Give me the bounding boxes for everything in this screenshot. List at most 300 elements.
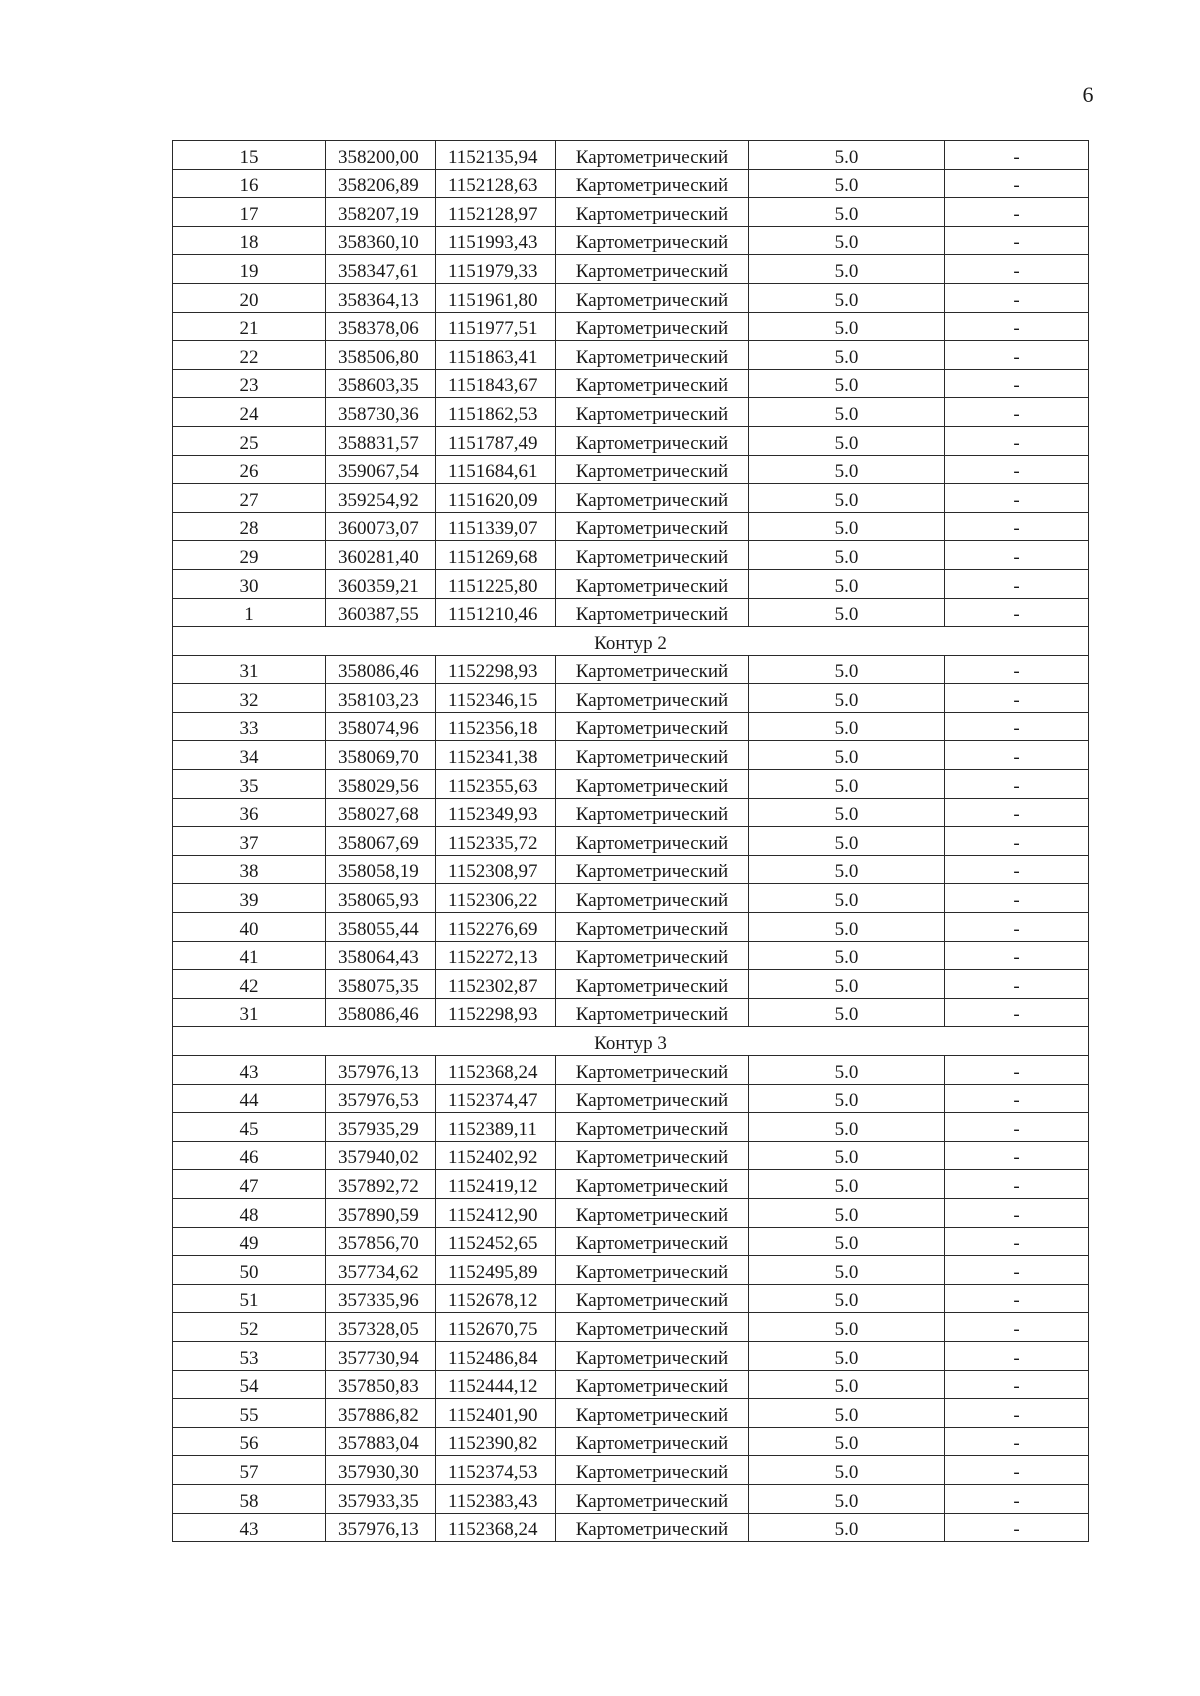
y-coordinate-cell: 1152486,84	[436, 1341, 556, 1370]
y-coordinate-cell: 1152452,65	[436, 1227, 556, 1256]
y-coordinate-cell: 1151977,51	[436, 312, 556, 341]
point-number-cell: 42	[173, 970, 326, 999]
y-coordinate-cell: 1152276,69	[436, 913, 556, 942]
y-coordinate-cell: 1152302,87	[436, 970, 556, 999]
x-coordinate-cell: 358364,13	[326, 283, 436, 312]
point-number-cell: 56	[173, 1427, 326, 1456]
method-cell: Картометрический	[556, 1056, 749, 1085]
method-cell: Картометрический	[556, 312, 749, 341]
description-cell: -	[945, 484, 1089, 513]
x-coordinate-cell: 357935,29	[326, 1113, 436, 1142]
table-row	[173, 369, 1089, 398]
method-cell: Картометрический	[556, 369, 749, 398]
accuracy-cell: 5.0	[749, 369, 945, 398]
accuracy-cell: 5.0	[749, 1113, 945, 1142]
x-coordinate-cell: 358058,19	[326, 855, 436, 884]
point-number-cell: 40	[173, 913, 326, 942]
method-cell: Картометрический	[556, 684, 749, 713]
table-row	[173, 1313, 1089, 1342]
point-number-cell: 29	[173, 541, 326, 570]
description-cell: -	[945, 1256, 1089, 1285]
accuracy-cell: 5.0	[749, 598, 945, 627]
x-coordinate-cell: 357890,59	[326, 1198, 436, 1227]
point-number-cell: 58	[173, 1484, 326, 1513]
x-coordinate-cell: 357850,83	[326, 1370, 436, 1399]
point-number-cell: 21	[173, 312, 326, 341]
point-number-cell: 34	[173, 741, 326, 770]
accuracy-cell: 5.0	[749, 1513, 945, 1542]
section-row	[173, 627, 1089, 656]
description-cell: -	[945, 512, 1089, 541]
table-row	[173, 655, 1089, 684]
point-number-cell: 16	[173, 169, 326, 198]
accuracy-cell: 5.0	[749, 712, 945, 741]
point-number-cell: 45	[173, 1113, 326, 1142]
y-coordinate-cell: 1151269,68	[436, 541, 556, 570]
description-cell: -	[945, 913, 1089, 942]
x-coordinate-cell: 357730,94	[326, 1341, 436, 1370]
description-cell: -	[945, 1370, 1089, 1399]
point-number-cell: 19	[173, 255, 326, 284]
description-cell: -	[945, 426, 1089, 455]
point-number-cell: 31	[173, 998, 326, 1027]
table-row	[173, 998, 1089, 1027]
accuracy-cell: 5.0	[749, 512, 945, 541]
x-coordinate-cell: 357933,35	[326, 1484, 436, 1513]
accuracy-cell: 5.0	[749, 1141, 945, 1170]
y-coordinate-cell: 1152135,94	[436, 141, 556, 170]
method-cell: Картометрический	[556, 484, 749, 513]
method-cell: Картометрический	[556, 913, 749, 942]
y-coordinate-cell: 1152374,47	[436, 1084, 556, 1113]
x-coordinate-cell: 358086,46	[326, 998, 436, 1027]
table-row	[173, 141, 1089, 170]
method-cell: Картометрический	[556, 941, 749, 970]
point-number-cell: 44	[173, 1084, 326, 1113]
description-cell: -	[945, 770, 1089, 799]
point-number-cell: 43	[173, 1056, 326, 1085]
accuracy-cell: 5.0	[749, 684, 945, 713]
table-row	[173, 1370, 1089, 1399]
description-cell: -	[945, 998, 1089, 1027]
method-cell: Картометрический	[556, 741, 749, 770]
y-coordinate-cell: 1151961,80	[436, 283, 556, 312]
description-cell: -	[945, 226, 1089, 255]
method-cell: Картометрический	[556, 226, 749, 255]
accuracy-cell: 5.0	[749, 1427, 945, 1456]
table-row	[173, 484, 1089, 513]
point-number-cell: 47	[173, 1170, 326, 1199]
accuracy-cell: 5.0	[749, 741, 945, 770]
point-number-cell: 18	[173, 226, 326, 255]
description-cell: -	[945, 712, 1089, 741]
accuracy-cell: 5.0	[749, 455, 945, 484]
accuracy-cell: 5.0	[749, 141, 945, 170]
point-number-cell: 48	[173, 1198, 326, 1227]
table-row	[173, 169, 1089, 198]
x-coordinate-cell: 358103,23	[326, 684, 436, 713]
table-row	[173, 798, 1089, 827]
section-row	[173, 1027, 1089, 1056]
x-coordinate-cell: 358029,56	[326, 770, 436, 799]
point-number-cell: 39	[173, 884, 326, 913]
accuracy-cell: 5.0	[749, 1227, 945, 1256]
page-number: 6	[1082, 82, 1094, 107]
point-number-cell: 32	[173, 684, 326, 713]
accuracy-cell: 5.0	[749, 1313, 945, 1342]
method-cell: Картометрический	[556, 398, 749, 427]
table-row	[173, 1456, 1089, 1485]
table-row	[173, 770, 1089, 799]
accuracy-cell: 5.0	[749, 1341, 945, 1370]
point-number-cell: 15	[173, 141, 326, 170]
x-coordinate-cell: 357335,96	[326, 1284, 436, 1313]
description-cell: -	[945, 1427, 1089, 1456]
x-coordinate-cell: 357976,13	[326, 1056, 436, 1085]
accuracy-cell: 5.0	[749, 426, 945, 455]
accuracy-cell: 5.0	[749, 1198, 945, 1227]
method-cell: Картометрический	[556, 255, 749, 284]
y-coordinate-cell: 1152356,18	[436, 712, 556, 741]
method-cell: Картометрический	[556, 1456, 749, 1485]
description-cell: -	[945, 1113, 1089, 1142]
description-cell: -	[945, 855, 1089, 884]
description-cell: -	[945, 569, 1089, 598]
section-title: Контур 3	[173, 1027, 1089, 1056]
accuracy-cell: 5.0	[749, 1370, 945, 1399]
point-number-cell: 50	[173, 1256, 326, 1285]
method-cell: Картометрический	[556, 1141, 749, 1170]
y-coordinate-cell: 1151862,53	[436, 398, 556, 427]
table-row	[173, 1113, 1089, 1142]
table-row	[173, 283, 1089, 312]
point-number-cell: 28	[173, 512, 326, 541]
description-cell: -	[945, 1456, 1089, 1485]
point-number-cell: 35	[173, 770, 326, 799]
description-cell: -	[945, 255, 1089, 284]
table-row	[173, 398, 1089, 427]
accuracy-cell: 5.0	[749, 941, 945, 970]
y-coordinate-cell: 1152349,93	[436, 798, 556, 827]
description-cell: -	[945, 798, 1089, 827]
y-coordinate-cell: 1151863,41	[436, 341, 556, 370]
description-cell: -	[945, 884, 1089, 913]
y-coordinate-cell: 1152355,63	[436, 770, 556, 799]
method-cell: Картометрический	[556, 970, 749, 999]
accuracy-cell: 5.0	[749, 198, 945, 227]
description-cell: -	[945, 1198, 1089, 1227]
description-cell: -	[945, 455, 1089, 484]
method-cell: Картометрический	[556, 512, 749, 541]
method-cell: Картометрический	[556, 855, 749, 884]
point-number-cell: 43	[173, 1513, 326, 1542]
description-cell: -	[945, 398, 1089, 427]
x-coordinate-cell: 357883,04	[326, 1427, 436, 1456]
x-coordinate-cell: 357856,70	[326, 1227, 436, 1256]
method-cell: Картометрический	[556, 770, 749, 799]
y-coordinate-cell: 1152272,13	[436, 941, 556, 970]
description-cell: -	[945, 312, 1089, 341]
point-number-cell: 52	[173, 1313, 326, 1342]
y-coordinate-cell: 1151843,67	[436, 369, 556, 398]
description-cell: -	[945, 169, 1089, 198]
y-coordinate-cell: 1152298,93	[436, 998, 556, 1027]
point-number-cell: 41	[173, 941, 326, 970]
description-cell: -	[945, 1341, 1089, 1370]
y-coordinate-cell: 1152401,90	[436, 1399, 556, 1428]
point-number-cell: 27	[173, 484, 326, 513]
method-cell: Картометрический	[556, 1484, 749, 1513]
point-number-cell: 22	[173, 341, 326, 370]
description-cell: -	[945, 1284, 1089, 1313]
y-coordinate-cell: 1152374,53	[436, 1456, 556, 1485]
method-cell: Картометрический	[556, 426, 749, 455]
x-coordinate-cell: 358069,70	[326, 741, 436, 770]
table-row	[173, 1484, 1089, 1513]
y-coordinate-cell: 1152670,75	[436, 1313, 556, 1342]
method-cell: Картометрический	[556, 141, 749, 170]
accuracy-cell: 5.0	[749, 398, 945, 427]
x-coordinate-cell: 358065,93	[326, 884, 436, 913]
table-row	[173, 1284, 1089, 1313]
table-row	[173, 1427, 1089, 1456]
accuracy-cell: 5.0	[749, 1399, 945, 1428]
table-row	[173, 341, 1089, 370]
accuracy-cell: 5.0	[749, 226, 945, 255]
x-coordinate-cell: 358506,80	[326, 341, 436, 370]
y-coordinate-cell: 1152678,12	[436, 1284, 556, 1313]
point-number-cell: 55	[173, 1399, 326, 1428]
x-coordinate-cell: 357930,30	[326, 1456, 436, 1485]
x-coordinate-cell: 357892,72	[326, 1170, 436, 1199]
accuracy-cell: 5.0	[749, 1484, 945, 1513]
method-cell: Картометрический	[556, 1341, 749, 1370]
coordinates-table	[172, 140, 1089, 1542]
description-cell: -	[945, 655, 1089, 684]
x-coordinate-cell: 357886,82	[326, 1399, 436, 1428]
y-coordinate-cell: 1152368,24	[436, 1513, 556, 1542]
description-cell: -	[945, 341, 1089, 370]
method-cell: Картометрический	[556, 998, 749, 1027]
table-row	[173, 855, 1089, 884]
description-cell: -	[945, 684, 1089, 713]
x-coordinate-cell: 358055,44	[326, 913, 436, 942]
x-coordinate-cell: 358831,57	[326, 426, 436, 455]
x-coordinate-cell: 358074,96	[326, 712, 436, 741]
point-number-cell: 53	[173, 1341, 326, 1370]
point-number-cell: 31	[173, 655, 326, 684]
table-row	[173, 198, 1089, 227]
method-cell: Картометрический	[556, 1513, 749, 1542]
x-coordinate-cell: 359067,54	[326, 455, 436, 484]
description-cell: -	[945, 1170, 1089, 1199]
method-cell: Картометрический	[556, 569, 749, 598]
point-number-cell: 25	[173, 426, 326, 455]
point-number-cell: 20	[173, 283, 326, 312]
point-number-cell: 51	[173, 1284, 326, 1313]
method-cell: Картометрический	[556, 541, 749, 570]
table-row	[173, 827, 1089, 856]
y-coordinate-cell: 1152306,22	[436, 884, 556, 913]
x-coordinate-cell: 358360,10	[326, 226, 436, 255]
y-coordinate-cell: 1151684,61	[436, 455, 556, 484]
table-row	[173, 884, 1089, 913]
point-number-cell: 30	[173, 569, 326, 598]
description-cell: -	[945, 283, 1089, 312]
point-number-cell: 36	[173, 798, 326, 827]
table-row	[173, 712, 1089, 741]
y-coordinate-cell: 1151620,09	[436, 484, 556, 513]
point-number-cell: 49	[173, 1227, 326, 1256]
x-coordinate-cell: 358206,89	[326, 169, 436, 198]
method-cell: Картометрический	[556, 1084, 749, 1113]
x-coordinate-cell: 357328,05	[326, 1313, 436, 1342]
x-coordinate-cell: 358207,19	[326, 198, 436, 227]
method-cell: Картометрический	[556, 455, 749, 484]
description-cell: -	[945, 827, 1089, 856]
y-coordinate-cell: 1151225,80	[436, 569, 556, 598]
y-coordinate-cell: 1152335,72	[436, 827, 556, 856]
x-coordinate-cell: 357734,62	[326, 1256, 436, 1285]
table-row	[173, 913, 1089, 942]
y-coordinate-cell: 1151993,43	[436, 226, 556, 255]
method-cell: Картометрический	[556, 827, 749, 856]
accuracy-cell: 5.0	[749, 541, 945, 570]
method-cell: Картометрический	[556, 1227, 749, 1256]
y-coordinate-cell: 1152389,11	[436, 1113, 556, 1142]
table-row	[173, 512, 1089, 541]
y-coordinate-cell: 1152368,24	[436, 1056, 556, 1085]
method-cell: Картометрический	[556, 169, 749, 198]
table-row	[173, 255, 1089, 284]
x-coordinate-cell: 360281,40	[326, 541, 436, 570]
section-title: Контур 2	[173, 627, 1089, 656]
y-coordinate-cell: 1152128,63	[436, 169, 556, 198]
y-coordinate-cell: 1152128,97	[436, 198, 556, 227]
y-coordinate-cell: 1151339,07	[436, 512, 556, 541]
method-cell: Картометрический	[556, 884, 749, 913]
accuracy-cell: 5.0	[749, 1056, 945, 1085]
table-row	[173, 970, 1089, 999]
table-row	[173, 1399, 1089, 1428]
point-number-cell: 1	[173, 598, 326, 627]
x-coordinate-cell: 359254,92	[326, 484, 436, 513]
table-row	[173, 426, 1089, 455]
accuracy-cell: 5.0	[749, 770, 945, 799]
method-cell: Картометрический	[556, 1198, 749, 1227]
y-coordinate-cell: 1152402,92	[436, 1141, 556, 1170]
table-row	[173, 1227, 1089, 1256]
y-coordinate-cell: 1151979,33	[436, 255, 556, 284]
method-cell: Картометрический	[556, 598, 749, 627]
method-cell: Картометрический	[556, 712, 749, 741]
description-cell: -	[945, 541, 1089, 570]
accuracy-cell: 5.0	[749, 255, 945, 284]
table-row	[173, 455, 1089, 484]
description-cell: -	[945, 1399, 1089, 1428]
point-number-cell: 54	[173, 1370, 326, 1399]
description-cell: -	[945, 1227, 1089, 1256]
y-coordinate-cell: 1152495,89	[436, 1256, 556, 1285]
method-cell: Картометрический	[556, 1284, 749, 1313]
table-row	[173, 1198, 1089, 1227]
method-cell: Картометрический	[556, 1256, 749, 1285]
method-cell: Картометрический	[556, 341, 749, 370]
y-coordinate-cell: 1152341,38	[436, 741, 556, 770]
description-cell: -	[945, 369, 1089, 398]
method-cell: Картометрический	[556, 1170, 749, 1199]
table-row	[173, 1084, 1089, 1113]
accuracy-cell: 5.0	[749, 169, 945, 198]
description-cell: -	[945, 741, 1089, 770]
point-number-cell: 33	[173, 712, 326, 741]
point-number-cell: 37	[173, 827, 326, 856]
table-row	[173, 941, 1089, 970]
method-cell: Картометрический	[556, 1370, 749, 1399]
accuracy-cell: 5.0	[749, 1170, 945, 1199]
x-coordinate-cell: 358347,61	[326, 255, 436, 284]
method-cell: Картометрический	[556, 1113, 749, 1142]
description-cell: -	[945, 198, 1089, 227]
y-coordinate-cell: 1152346,15	[436, 684, 556, 713]
x-coordinate-cell: 358027,68	[326, 798, 436, 827]
y-coordinate-cell: 1152390,82	[436, 1427, 556, 1456]
y-coordinate-cell: 1152444,12	[436, 1370, 556, 1399]
method-cell: Картометрический	[556, 655, 749, 684]
x-coordinate-cell: 360387,55	[326, 598, 436, 627]
x-coordinate-cell: 360359,21	[326, 569, 436, 598]
table-row	[173, 1170, 1089, 1199]
point-number-cell: 24	[173, 398, 326, 427]
y-coordinate-cell: 1152419,12	[436, 1170, 556, 1199]
description-cell: -	[945, 1484, 1089, 1513]
accuracy-cell: 5.0	[749, 884, 945, 913]
x-coordinate-cell: 358603,35	[326, 369, 436, 398]
y-coordinate-cell: 1151210,46	[436, 598, 556, 627]
description-cell: -	[945, 1313, 1089, 1342]
x-coordinate-cell: 358067,69	[326, 827, 436, 856]
description-cell: -	[945, 970, 1089, 999]
accuracy-cell: 5.0	[749, 970, 945, 999]
table-row	[173, 226, 1089, 255]
table-row	[173, 1513, 1089, 1542]
accuracy-cell: 5.0	[749, 1084, 945, 1113]
y-coordinate-cell: 1152298,93	[436, 655, 556, 684]
x-coordinate-cell: 358200,00	[326, 141, 436, 170]
table-row	[173, 598, 1089, 627]
accuracy-cell: 5.0	[749, 283, 945, 312]
coordinates-table-body	[173, 141, 1089, 1542]
accuracy-cell: 5.0	[749, 1256, 945, 1285]
y-coordinate-cell: 1152308,97	[436, 855, 556, 884]
table-row	[173, 312, 1089, 341]
point-number-cell: 23	[173, 369, 326, 398]
method-cell: Картометрический	[556, 198, 749, 227]
point-number-cell: 57	[173, 1456, 326, 1485]
table-row	[173, 1141, 1089, 1170]
x-coordinate-cell: 360073,07	[326, 512, 436, 541]
table-row	[173, 1056, 1089, 1085]
description-cell: -	[945, 941, 1089, 970]
x-coordinate-cell: 358378,06	[326, 312, 436, 341]
accuracy-cell: 5.0	[749, 1284, 945, 1313]
point-number-cell: 26	[173, 455, 326, 484]
accuracy-cell: 5.0	[749, 341, 945, 370]
point-number-cell: 38	[173, 855, 326, 884]
x-coordinate-cell: 357976,53	[326, 1084, 436, 1113]
accuracy-cell: 5.0	[749, 827, 945, 856]
x-coordinate-cell: 358086,46	[326, 655, 436, 684]
